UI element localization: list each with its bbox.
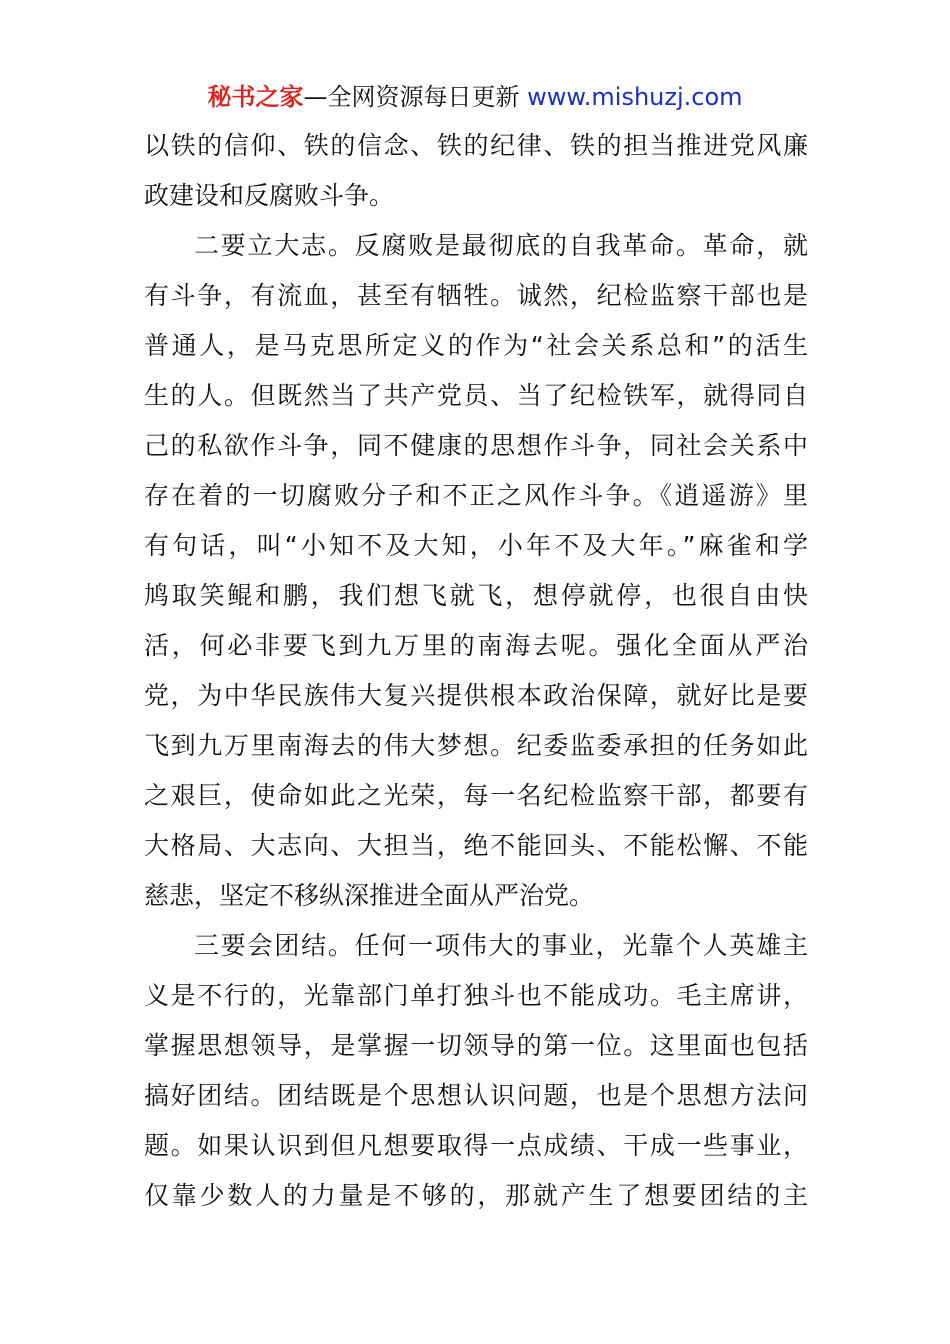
- site-url-link[interactable]: www.mishuzj.com: [527, 83, 743, 111]
- site-header: [0, 80, 950, 114]
- site-tagline: —全网资源每日更新: [303, 83, 520, 111]
- text-line: 仅靠少数人的力量是不够的，那就产生了想要团结的主: [144, 1181, 808, 1210]
- text-line: 有句话，叫“小知不及大知，小年不及大年。”麻雀和学: [144, 531, 808, 560]
- text-line: 鸠取笑鲲和鹏，我们想飞就飞，想停就停，也很自由快: [144, 581, 808, 610]
- paragraph-2: [144, 221, 808, 921]
- text-line: 普通人，是马克思所定义的作为“社会关系总和”的活生: [144, 331, 808, 360]
- document-body: [144, 121, 808, 1221]
- site-brand: 秘书之家: [207, 83, 304, 111]
- text-line: 义是不行的，光靠部门单打独斗也不能成功。毛主席讲，: [144, 981, 808, 1010]
- text-line: 有斗争，有流血，甚至有牺牲。诚然，纪检监察干部也是: [144, 281, 808, 310]
- text-line: 搞好团结。团结既是个思想认识问题，也是个思想方法问: [144, 1081, 808, 1110]
- text-line: 存在着的一切腐败分子和不正之风作斗争。《逍遥游》里: [144, 481, 808, 510]
- text-line: 活，何必非要飞到九万里的南海去呢。强化全面从严治: [144, 631, 808, 660]
- paragraph-1: [144, 121, 808, 221]
- text-line: 二要立大志。反腐败是最彻底的自我革命。革命，就: [194, 231, 808, 260]
- text-line: 慈悲，坚定不移纵深推进全面从严治党。: [144, 881, 595, 910]
- text-line: 党，为中华民族伟大复兴提供根本政治保障，就好比是要: [144, 681, 808, 710]
- text-line: 以铁的信仰、铁的信念、铁的纪律、铁的担当推进党风廉: [144, 131, 808, 160]
- text-line: 三要会团结。任何一项伟大的事业，光靠个人英雄主: [194, 931, 808, 960]
- text-line: 掌握思想领导，是掌握一切领导的第一位。这里面也包括: [144, 1031, 808, 1060]
- text-line: 之艰巨，使命如此之光荣，每一名纪检监察干部，都要有: [144, 781, 808, 810]
- text-line: 生的人。但既然当了共产党员、当了纪检铁军，就得同自: [144, 381, 808, 410]
- text-line: 大格局、大志向、大担当，绝不能回头、不能松懈、不能: [144, 831, 808, 860]
- text-line: 题。如果认识到但凡想要取得一点成绩、干成一些事业，: [144, 1131, 808, 1160]
- text-line: 己的私欲作斗争，同不健康的思想作斗争，同社会关系中: [144, 431, 808, 460]
- text-line: 飞到九万里南海去的伟大梦想。纪委监委承担的任务如此: [144, 731, 808, 760]
- text-line: 政建设和反腐败斗争。: [144, 181, 395, 210]
- paragraph-3: [144, 921, 808, 1221]
